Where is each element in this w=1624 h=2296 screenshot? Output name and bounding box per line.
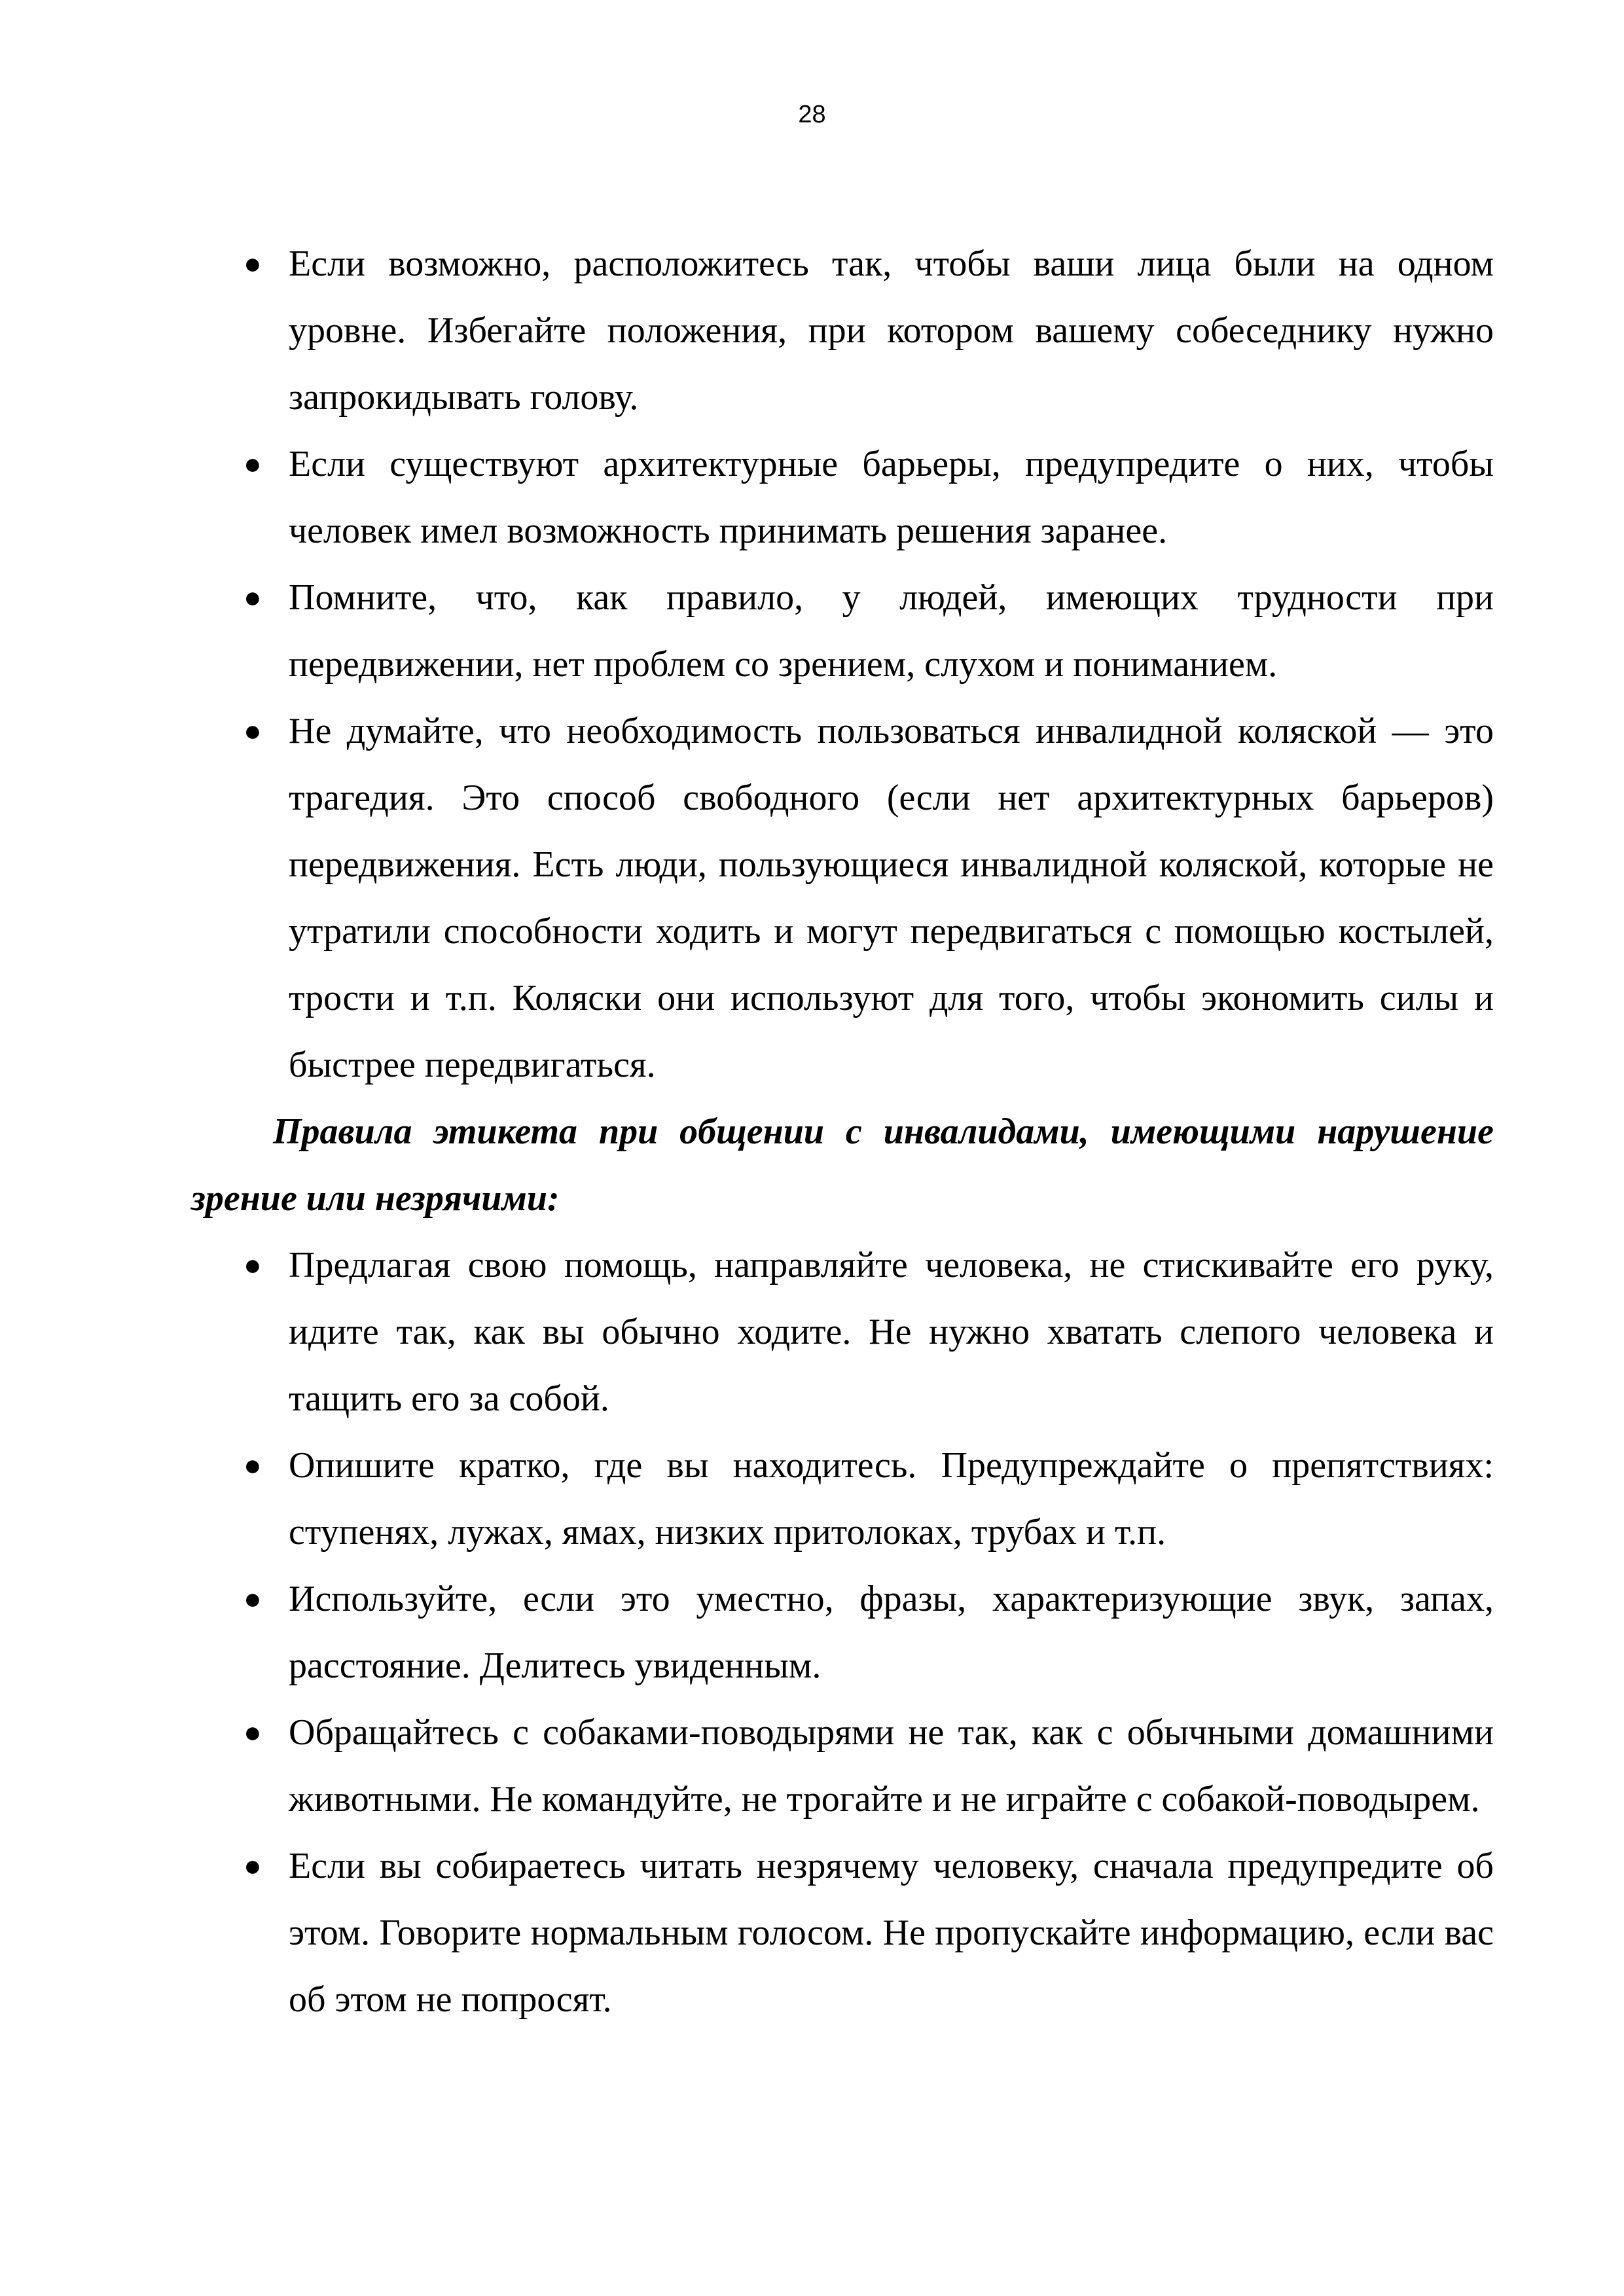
list-item-text: Опишите кратко, где вы находитесь. Предупреждайте о препятствиях: ступенях, лужах, ямах, низких притолоках, трубах и т.п. (289, 1445, 1494, 1552)
list-item (191, 230, 1494, 431)
list-item (191, 1566, 1494, 1699)
list-item (191, 564, 1494, 698)
bullet-icon: ● (244, 447, 262, 480)
list-item-text: Если существуют архитектурные барьеры, предупредите о них, чтобы человек имел возможность принимать решения заранее. (289, 444, 1494, 551)
list-item-text: Предлагая свою помощь, направляйте человека, не стискивайте его руку, идите так, как вы обычно ходите. Не нужно хватать слепого человека и тащить его за собой. (289, 1245, 1494, 1419)
list-item (191, 1833, 1494, 2033)
section-heading: Правила этикета при общении с инвалидами, имеющими нарушение зрение или незрячими: (191, 1111, 1494, 1219)
bullet-icon: ● (244, 581, 262, 614)
bullet-icon: ● (244, 714, 262, 747)
page-content (191, 230, 1494, 2033)
list-item-text: Если возможно, расположитесь так, чтобы ваши лица были на одном уровне. Избегайте положения, при котором вашему собеседнику нужно запрокидывать голову. (289, 243, 1494, 418)
page-number: 28 (798, 101, 826, 128)
list-item-text: Используйте, если это уместно, фразы, характеризующие звук, запах, расстояние. Делитесь увиденным. (289, 1579, 1494, 1686)
list-item-text: Обращайтесь с собаками-поводырями не так, как с обычными домашними животными. Не командуйте, не трогайте и не играйте с собакой-поводырем. (289, 1712, 1494, 1820)
bullet-icon: ● (244, 1849, 262, 1882)
list-item (191, 1432, 1494, 1566)
list-item-text: Если вы собираетесь читать незрячему человеку, сначала предупредите об этом. Говорите нормальным голосом. Не пропускайте информацию, если вас об этом не попросят. (289, 1846, 1494, 2020)
list-item (191, 1699, 1494, 1833)
bullet-icon: ● (244, 1582, 262, 1615)
list-item (191, 698, 1494, 1098)
bullet-list-vision (191, 1232, 1494, 2033)
list-item-text: Не думайте, что необходимость пользоваться инвалидной коляской — это трагедия. Это способ свободного (если нет архитектурных барьеров) передвижения. Есть люди, пользующиеся инвалидной коляской, которые не утратили способности ходить и могут передвигаться с помощью костылей, трости и т.п. Коляски они используют для того, чтобы экономить силы и быстрее передвигаться. (289, 711, 1494, 1085)
list-item (191, 1232, 1494, 1432)
bullet-icon: ● (244, 247, 262, 280)
bullet-list-mobility (191, 230, 1494, 1098)
list-item-text: Помните, что, как правило, у людей, имеющих трудности при передвижении, нет проблем со зрением, слухом и пониманием. (289, 577, 1494, 685)
list-item (191, 431, 1494, 564)
bullet-icon: ● (244, 1248, 262, 1282)
bullet-icon: ● (244, 1448, 262, 1482)
bullet-icon: ● (244, 1715, 262, 1749)
